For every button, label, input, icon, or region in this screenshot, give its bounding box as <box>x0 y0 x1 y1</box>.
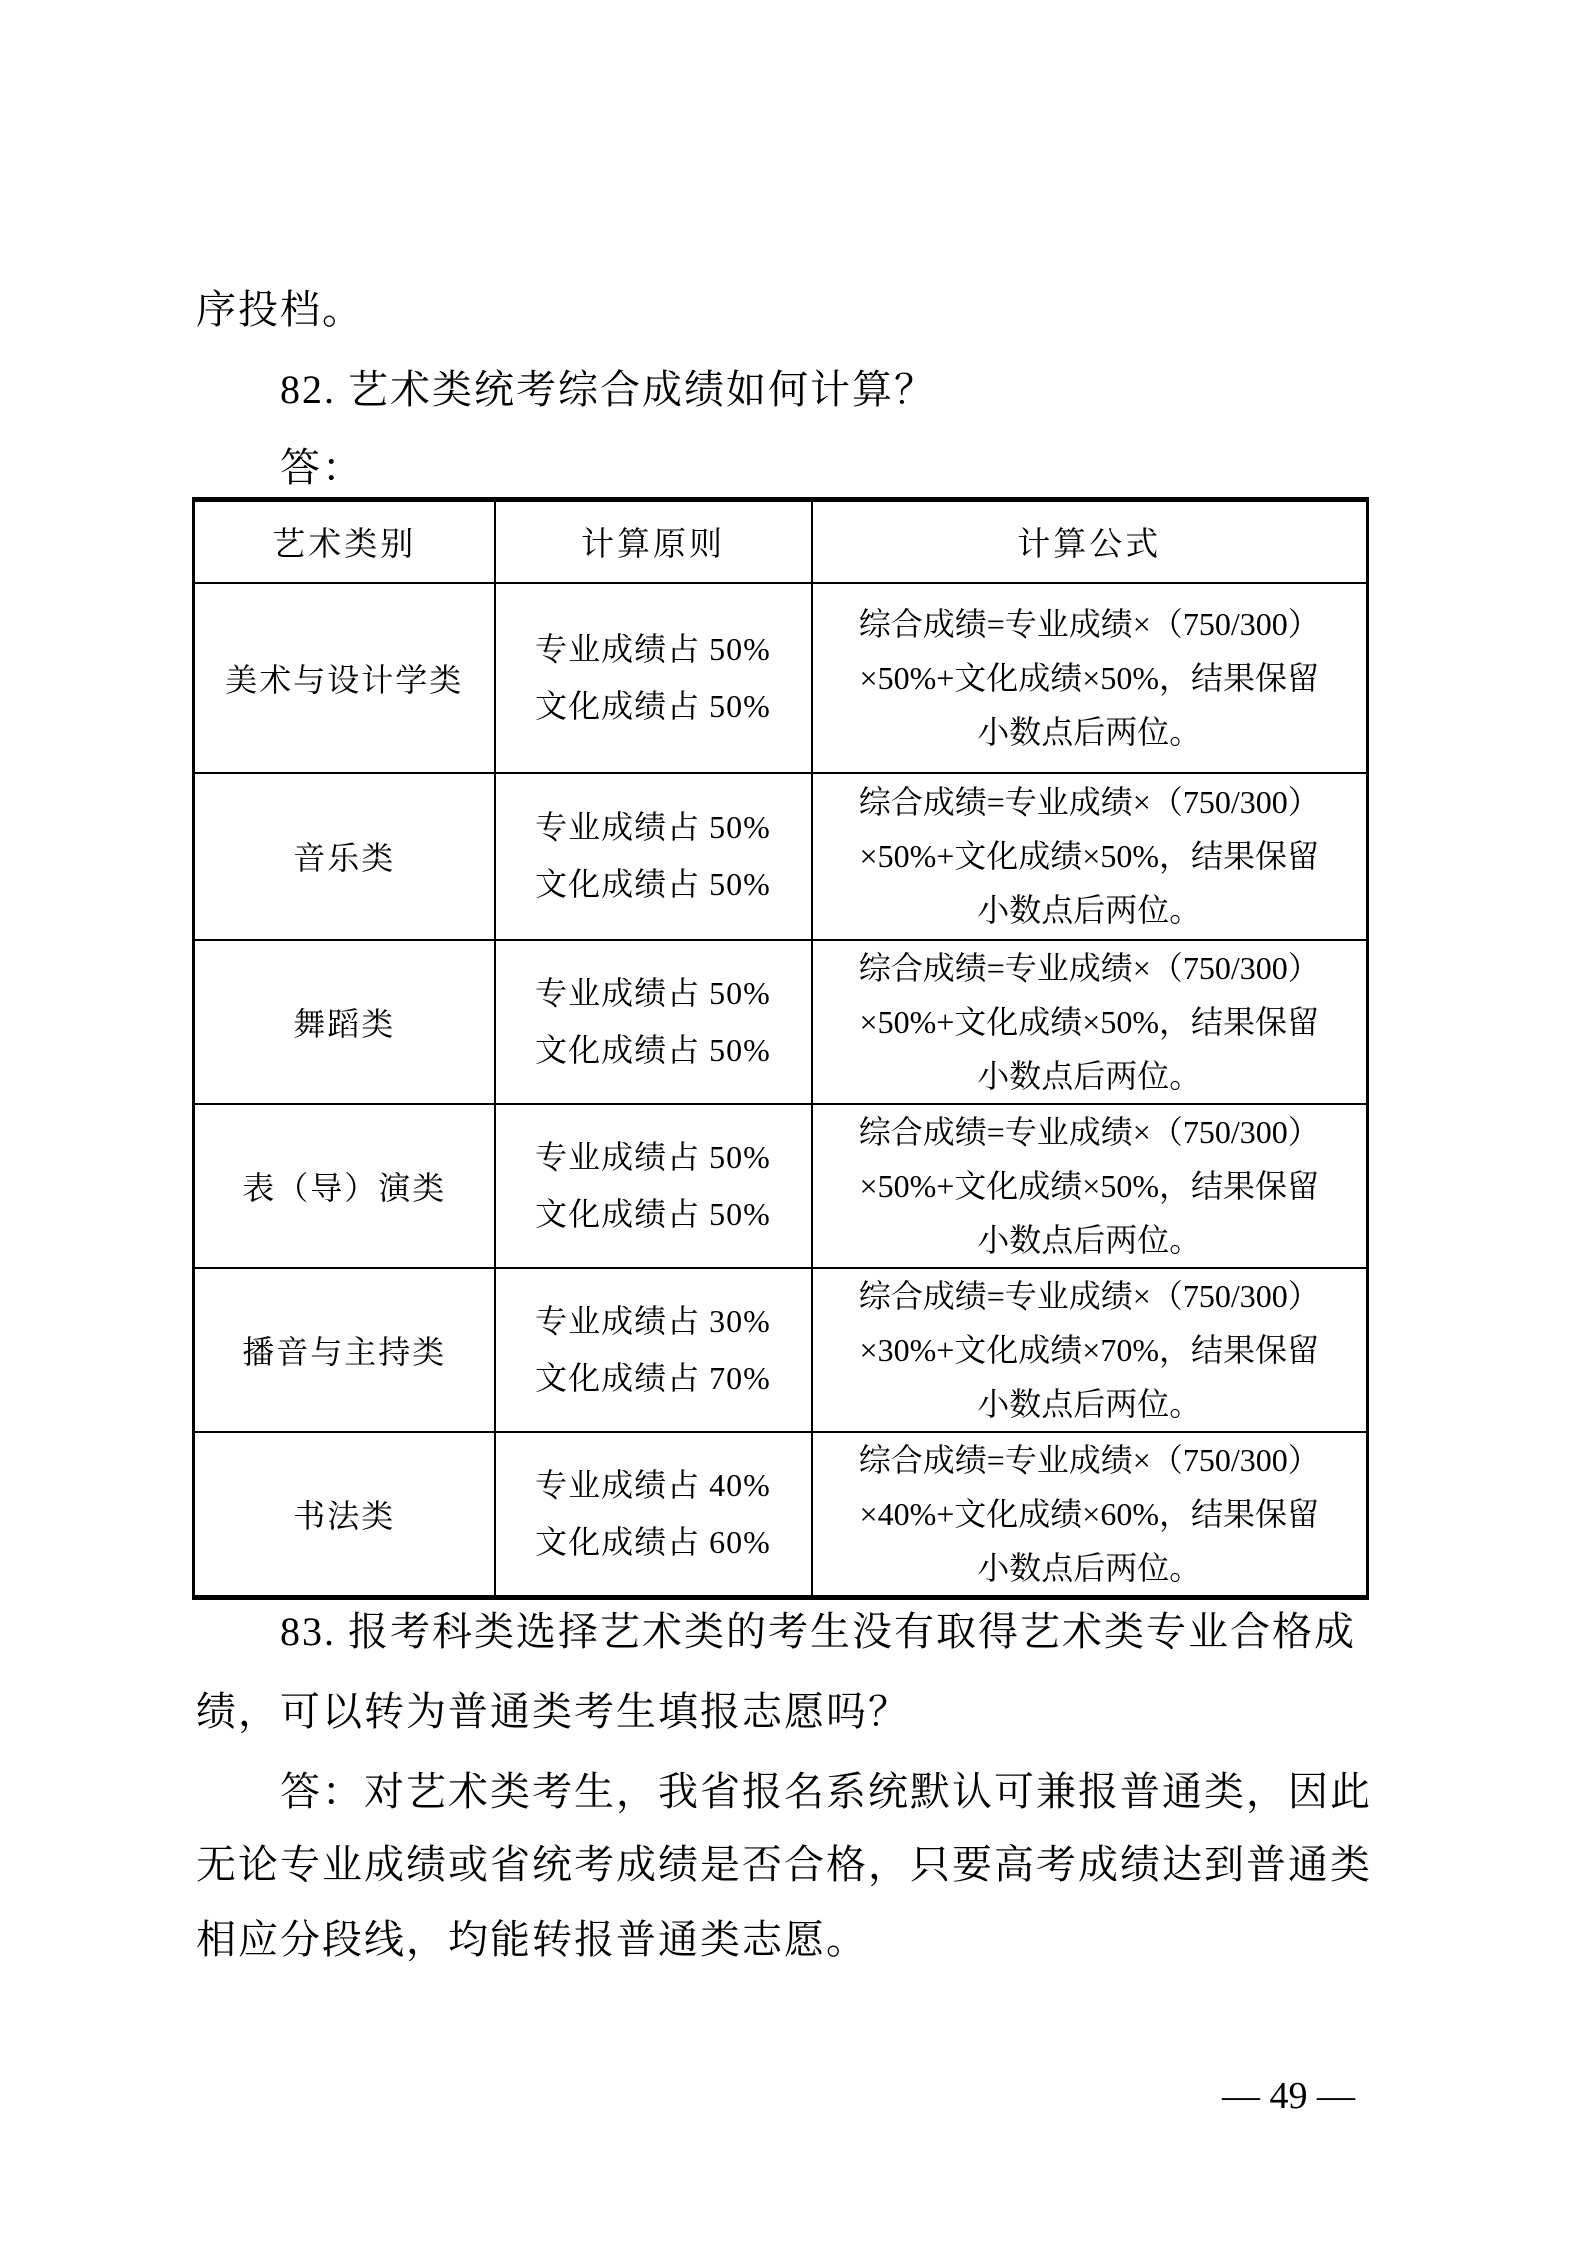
formula-line: 综合成绩=专业成绩×（750/300） <box>858 949 1320 986</box>
score-calculation-table <box>192 497 1369 1600</box>
page-number: — 49 — <box>1222 2075 1355 2117</box>
formula-line: 综合成绩=专业成绩×（750/300） <box>858 784 1320 820</box>
header-art-category: 艺术类别 <box>194 500 495 583</box>
cell-category: 表（导）演类 <box>194 1104 495 1268</box>
formula-line: 小数点后两位。 <box>977 1221 1202 1258</box>
formula-line: ×50%+文化成绩×50%，结果保留 <box>859 838 1319 874</box>
header-calc-principle: 计算原则 <box>495 500 812 583</box>
cell-category: 音乐类 <box>194 773 495 940</box>
cell-formula <box>812 583 1368 773</box>
header-calc-formula: 计算公式 <box>812 500 1368 583</box>
formula-line: 综合成绩=专业成绩×（750/300） <box>858 1277 1320 1314</box>
cell-principle <box>495 1104 812 1268</box>
question-83-heading-line-1: 83. 报考科类选择艺术类的考生没有取得艺术类专业合格成 <box>280 1609 1356 1654</box>
answer-82-label: 答： <box>280 445 364 490</box>
question-83-heading-line-2: 绩，可以转为普通类考生填报志愿吗？ <box>196 1689 910 1734</box>
table-row <box>194 1104 1368 1268</box>
formula-line: 综合成绩=专业成绩×（750/300） <box>858 1441 1320 1478</box>
cell-principle <box>495 940 812 1104</box>
cell-formula <box>812 1268 1368 1432</box>
principle-line: 文化成绩占 50% <box>535 1195 771 1232</box>
formula-line: 小数点后两位。 <box>977 892 1202 928</box>
principle-line: 文化成绩占 50% <box>535 1031 771 1068</box>
formula-line: 综合成绩=专业成绩×（750/300） <box>858 605 1320 642</box>
cell-principle <box>495 773 812 940</box>
cell-formula <box>812 1432 1368 1598</box>
formula-line: ×40%+文化成绩×60%，结果保留 <box>859 1495 1319 1532</box>
principle-line: 文化成绩占 50% <box>535 687 771 724</box>
formula-line: 小数点后两位。 <box>977 713 1202 750</box>
principle-line: 专业成绩占 50% <box>535 809 771 845</box>
cell-formula <box>812 773 1368 940</box>
cell-principle <box>495 583 812 773</box>
principle-line: 文化成绩占 60% <box>535 1523 771 1560</box>
table-row <box>194 583 1368 773</box>
formula-line: 综合成绩=专业成绩×（750/300） <box>858 1113 1320 1150</box>
table-row <box>194 1432 1368 1598</box>
formula-line: 小数点后两位。 <box>977 1549 1202 1586</box>
cell-category: 播音与主持类 <box>194 1268 495 1432</box>
principle-line: 专业成绩占 30% <box>535 1302 771 1339</box>
table-header-row <box>194 500 1368 583</box>
formula-line: ×50%+文化成绩×50%，结果保留 <box>859 1003 1319 1040</box>
cell-principle <box>495 1432 812 1598</box>
answer-83-line-3: 相应分段线，均能转报普通类志愿。 <box>196 1917 868 1962</box>
formula-line: ×30%+文化成绩×70%，结果保留 <box>859 1331 1319 1368</box>
formula-line: ×50%+文化成绩×50%，结果保留 <box>859 659 1319 696</box>
cell-category: 书法类 <box>194 1432 495 1598</box>
cell-formula <box>812 940 1368 1104</box>
principle-line: 专业成绩占 50% <box>535 974 771 1011</box>
principle-line: 专业成绩占 50% <box>535 1138 771 1175</box>
cell-formula <box>812 1104 1368 1268</box>
formula-line: 小数点后两位。 <box>977 1057 1202 1094</box>
cell-principle <box>495 1268 812 1432</box>
table-row <box>194 773 1368 940</box>
principle-line: 文化成绩占 70% <box>535 1359 771 1396</box>
answer-83-line-1: 答：对艺术类考生，我省报名系统默认可兼报普通类，因此 <box>280 1769 1372 1814</box>
paragraph-continuation-line: 序投档。 <box>196 287 364 332</box>
cell-category: 美术与设计学类 <box>194 583 495 773</box>
principle-line: 文化成绩占 50% <box>535 866 771 902</box>
principle-line: 专业成绩占 40% <box>535 1466 771 1503</box>
table-row <box>194 1268 1368 1432</box>
question-82-heading: 82. 艺术类统考综合成绩如何计算？ <box>280 367 936 412</box>
answer-83-line-2: 无论专业成绩或省统考成绩是否合格，只要高考成绩达到普通类 <box>196 1842 1372 1887</box>
cell-category: 舞蹈类 <box>194 940 495 1104</box>
table-row <box>194 940 1368 1104</box>
formula-line: ×50%+文化成绩×50%，结果保留 <box>859 1167 1319 1204</box>
formula-line: 小数点后两位。 <box>977 1385 1202 1422</box>
principle-line: 专业成绩占 50% <box>535 630 771 667</box>
